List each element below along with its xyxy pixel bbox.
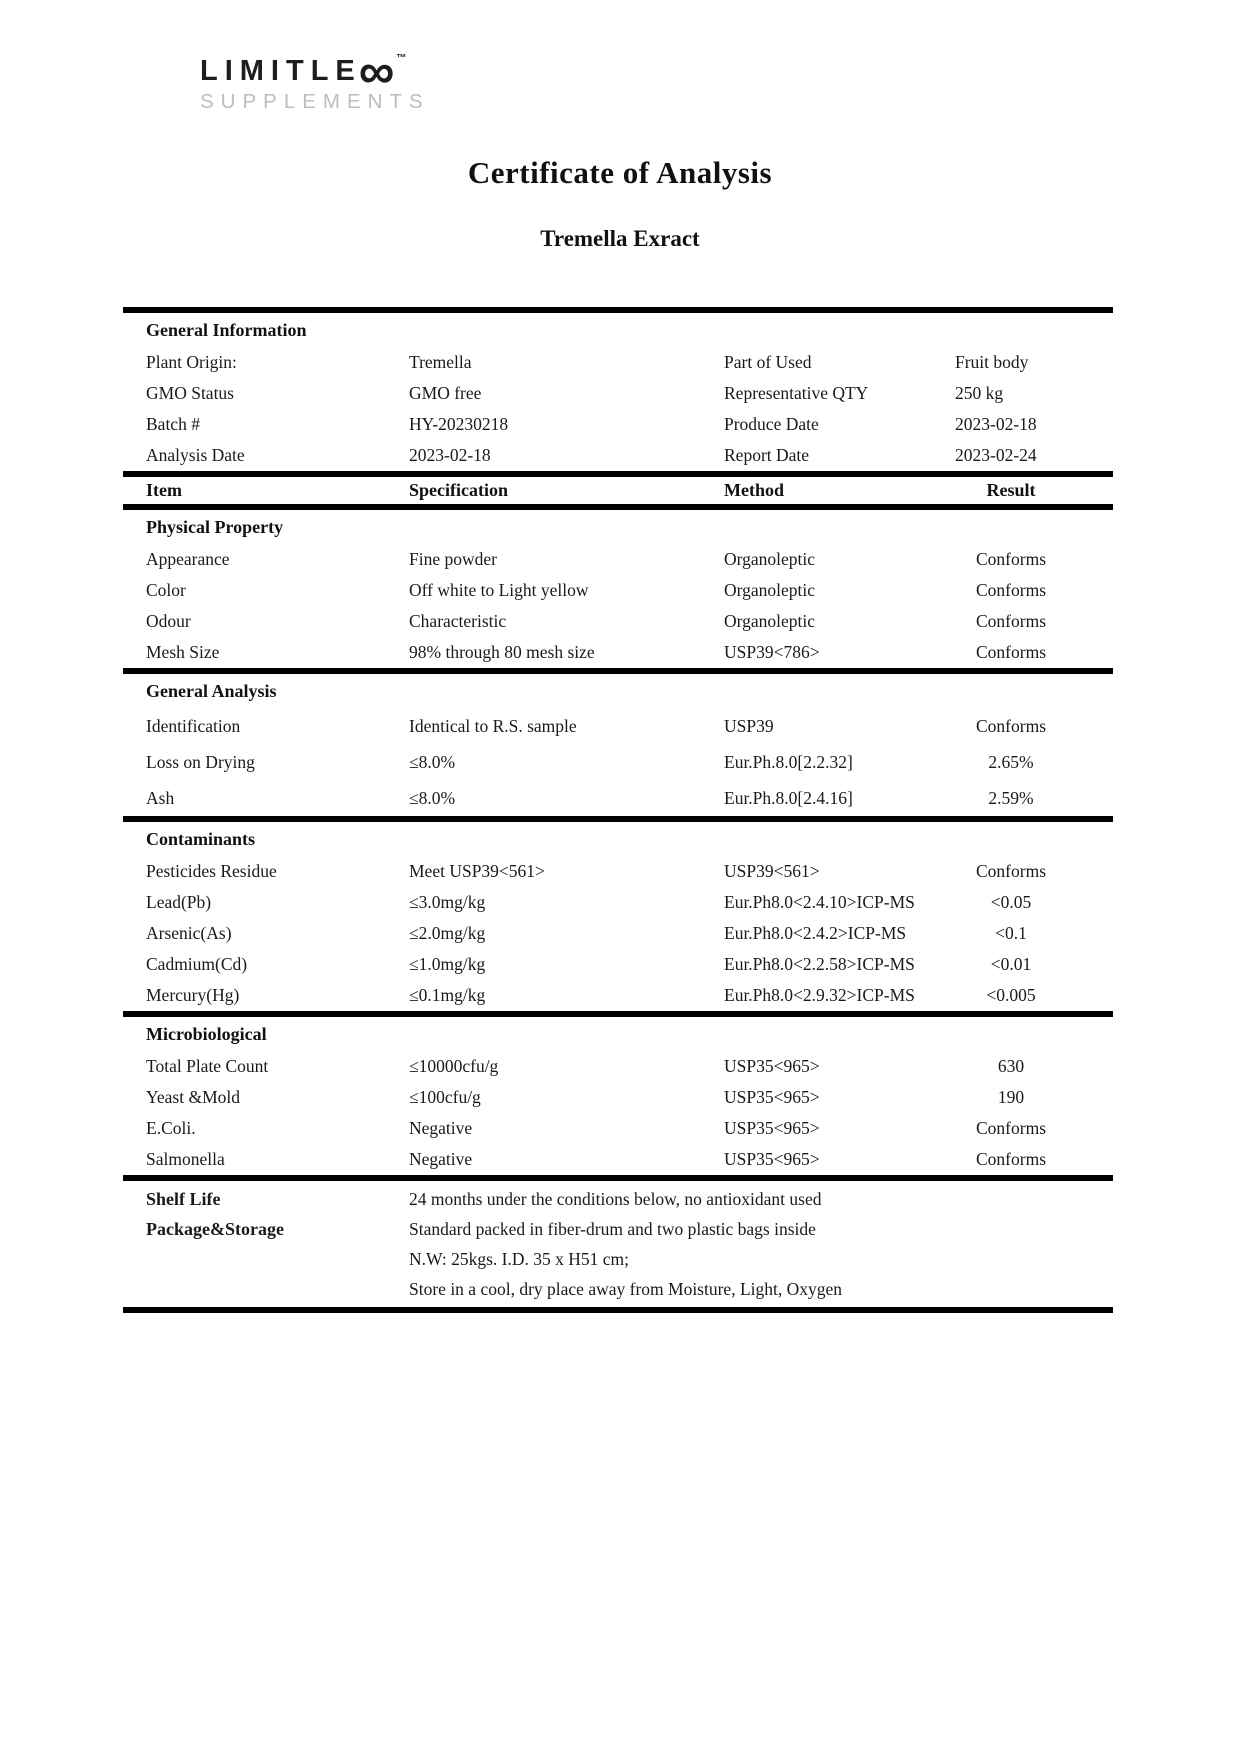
- item-cell: Yeast &Mold: [146, 1087, 241, 1107]
- info-row: [123, 378, 1113, 409]
- result-cell: <0.005: [986, 985, 1036, 1005]
- specification-cell: ≤3.0mg/kg: [409, 892, 486, 912]
- specification-cell: ≤100cfu/g: [409, 1087, 481, 1107]
- item-cell: Cadmium(Cd): [146, 954, 248, 974]
- column-header-item: Item: [146, 480, 182, 500]
- storage-row: [123, 1184, 1113, 1214]
- specification-cell: ≤0.1mg/kg: [409, 985, 486, 1005]
- result-cell: Conforms: [976, 642, 1046, 662]
- section-heading: Physical Property: [146, 516, 284, 537]
- method-cell: Eur.Ph8.0<2.4.10>ICP-MS: [724, 892, 915, 912]
- section-shelf-life-storage: [123, 1181, 1113, 1313]
- result-cell: <0.1: [995, 923, 1027, 943]
- section-general-information: [123, 313, 1113, 471]
- item-cell: Total Plate Count: [146, 1056, 269, 1076]
- result-cell: Conforms: [976, 861, 1046, 881]
- table-row: [123, 708, 1113, 744]
- specification-cell: Characteristic: [409, 611, 507, 631]
- info-value: HY-20230218: [409, 414, 509, 434]
- result-cell: 190: [997, 1087, 1025, 1107]
- brand-logo: [200, 43, 430, 114]
- storage-row: [123, 1274, 1113, 1304]
- info-row: [123, 347, 1113, 378]
- infinity-icon: ∞: [358, 43, 395, 99]
- brand-name-text: LIMITLE: [200, 55, 362, 87]
- storage-text: 24 months under the conditions below, no antioxidant used: [409, 1188, 822, 1209]
- table-row: [123, 1082, 1113, 1113]
- specification-cell: Negative: [409, 1149, 473, 1169]
- info-value: Fruit body: [955, 352, 1029, 372]
- product-name: Tremella Exract: [540, 226, 700, 251]
- specification-cell: Meet USP39<561>: [409, 861, 545, 881]
- storage-text: N.W: 25kgs. I.D. 35 x H51 cm;: [409, 1248, 630, 1269]
- info-value: 2023-02-24: [955, 445, 1037, 465]
- brand-wordmark: [200, 43, 430, 99]
- table-row: [123, 1051, 1113, 1082]
- item-cell: Ash: [146, 787, 175, 808]
- table-row: [123, 544, 1113, 575]
- result-cell: Conforms: [976, 549, 1046, 569]
- result-cell: Conforms: [976, 580, 1046, 600]
- result-cell: <0.05: [990, 892, 1032, 912]
- column-header-result: Result: [986, 480, 1036, 500]
- item-cell: Lead(Pb): [146, 892, 212, 912]
- table-row: [123, 1144, 1113, 1175]
- item-cell: Mercury(Hg): [146, 985, 240, 1005]
- storage-text: Store in a cool, dry place away from Moisture, Light, Oxygen: [409, 1278, 843, 1299]
- method-cell: Organoleptic: [724, 549, 816, 569]
- info-label: Plant Origin:: [146, 352, 237, 372]
- column-header-specification: Specification: [409, 480, 508, 500]
- storage-label: Package&Storage: [146, 1218, 284, 1239]
- method-cell: Eur.Ph.8.0[2.2.32]: [724, 751, 853, 772]
- result-cell: Conforms: [976, 715, 1046, 736]
- info-row: [123, 440, 1113, 471]
- specification-cell: 98% through 80 mesh size: [409, 642, 595, 662]
- specification-cell: ≤1.0mg/kg: [409, 954, 486, 974]
- info-label: Produce Date: [724, 414, 819, 434]
- info-label: Representative QTY: [724, 383, 869, 403]
- info-label: GMO Status: [146, 383, 234, 403]
- table-header-row: [123, 471, 1113, 510]
- method-cell: Eur.Ph8.0<2.2.58>ICP-MS: [724, 954, 915, 974]
- certificate-table: [123, 307, 1113, 1313]
- section-heading: Contaminants: [146, 828, 256, 849]
- column-header-method: Method: [724, 480, 784, 500]
- result-cell: Conforms: [976, 1118, 1046, 1138]
- item-cell: Appearance: [146, 549, 230, 569]
- info-value: 2023-02-18: [409, 445, 491, 465]
- info-label: Batch #: [146, 414, 200, 434]
- item-cell: Arsenic(As): [146, 923, 232, 943]
- method-cell: Eur.Ph.8.0[2.4.16]: [724, 787, 853, 808]
- specification-cell: Identical to R.S. sample: [409, 715, 577, 736]
- specification-cell: ≤8.0%: [409, 751, 456, 772]
- info-label: Report Date: [724, 445, 810, 465]
- result-cell: 630: [997, 1056, 1025, 1076]
- result-cell: 2.65%: [988, 751, 1034, 772]
- result-cell: <0.01: [990, 954, 1032, 974]
- method-cell: USP35<965>: [724, 1149, 820, 1169]
- storage-text: Standard packed in fiber-drum and two plastic bags inside: [409, 1218, 816, 1239]
- table-row: [123, 918, 1113, 949]
- info-row: [123, 409, 1113, 440]
- section-contaminants: [123, 822, 1113, 1017]
- table-row: [123, 637, 1113, 668]
- table-row: [123, 606, 1113, 637]
- section-heading: General Analysis: [146, 680, 277, 701]
- item-cell: Pesticides Residue: [146, 861, 277, 881]
- specification-cell: Off white to Light yellow: [409, 580, 589, 600]
- section-physical-property: [123, 510, 1113, 674]
- table-row: [123, 744, 1113, 780]
- method-cell: Organoleptic: [724, 611, 816, 631]
- table-row: [123, 575, 1113, 606]
- item-cell: Mesh Size: [146, 642, 220, 662]
- item-cell: E.Coli.: [146, 1118, 196, 1138]
- storage-label: Shelf Life: [146, 1188, 221, 1209]
- section-general-analysis: [123, 674, 1113, 822]
- specification-cell: ≤8.0%: [409, 787, 456, 808]
- table-row: [123, 1113, 1113, 1144]
- specification-cell: ≤2.0mg/kg: [409, 923, 486, 943]
- result-cell: Conforms: [976, 611, 1046, 631]
- item-cell: Identification: [146, 715, 241, 736]
- method-cell: USP35<965>: [724, 1118, 820, 1138]
- table-row: [123, 856, 1113, 887]
- method-cell: Eur.Ph8.0<2.9.32>ICP-MS: [724, 985, 915, 1005]
- info-label: Analysis Date: [146, 445, 245, 465]
- result-cell: Conforms: [976, 1149, 1046, 1169]
- info-label: Part of Used: [724, 352, 812, 372]
- storage-row: [123, 1214, 1113, 1244]
- method-cell: USP39: [724, 715, 774, 736]
- table-row: [123, 949, 1113, 980]
- specification-cell: Fine powder: [409, 549, 497, 569]
- specification-cell: Negative: [409, 1118, 473, 1138]
- method-cell: Organoleptic: [724, 580, 816, 600]
- method-cell: USP39<561>: [724, 861, 820, 881]
- storage-row: [123, 1244, 1113, 1274]
- method-cell: USP39<786>: [724, 642, 820, 662]
- item-cell: Color: [146, 580, 186, 600]
- result-cell: 2.59%: [988, 787, 1034, 808]
- info-value: 250 kg: [955, 383, 1004, 403]
- trademark-symbol: ™: [396, 53, 407, 64]
- table-row: [123, 980, 1113, 1011]
- info-value: Tremella: [409, 352, 472, 372]
- info-value: GMO free: [409, 383, 482, 403]
- section-heading: General Information: [146, 319, 307, 340]
- section-heading: Microbiological: [146, 1023, 267, 1044]
- brand-tagline: SUPPLEMENTS: [200, 90, 430, 113]
- item-cell: Salmonella: [146, 1149, 225, 1169]
- method-cell: USP35<965>: [724, 1087, 820, 1107]
- item-cell: Loss on Drying: [146, 751, 255, 772]
- item-cell: Odour: [146, 611, 191, 631]
- section-microbiological: [123, 1017, 1113, 1181]
- table-row: [123, 780, 1113, 816]
- method-cell: Eur.Ph8.0<2.4.2>ICP-MS: [724, 923, 907, 943]
- info-value: 2023-02-18: [955, 414, 1037, 434]
- method-cell: USP35<965>: [724, 1056, 820, 1076]
- page-title: Certificate of Analysis: [467, 155, 773, 190]
- table-row: [123, 887, 1113, 918]
- specification-cell: ≤10000cfu/g: [409, 1056, 499, 1076]
